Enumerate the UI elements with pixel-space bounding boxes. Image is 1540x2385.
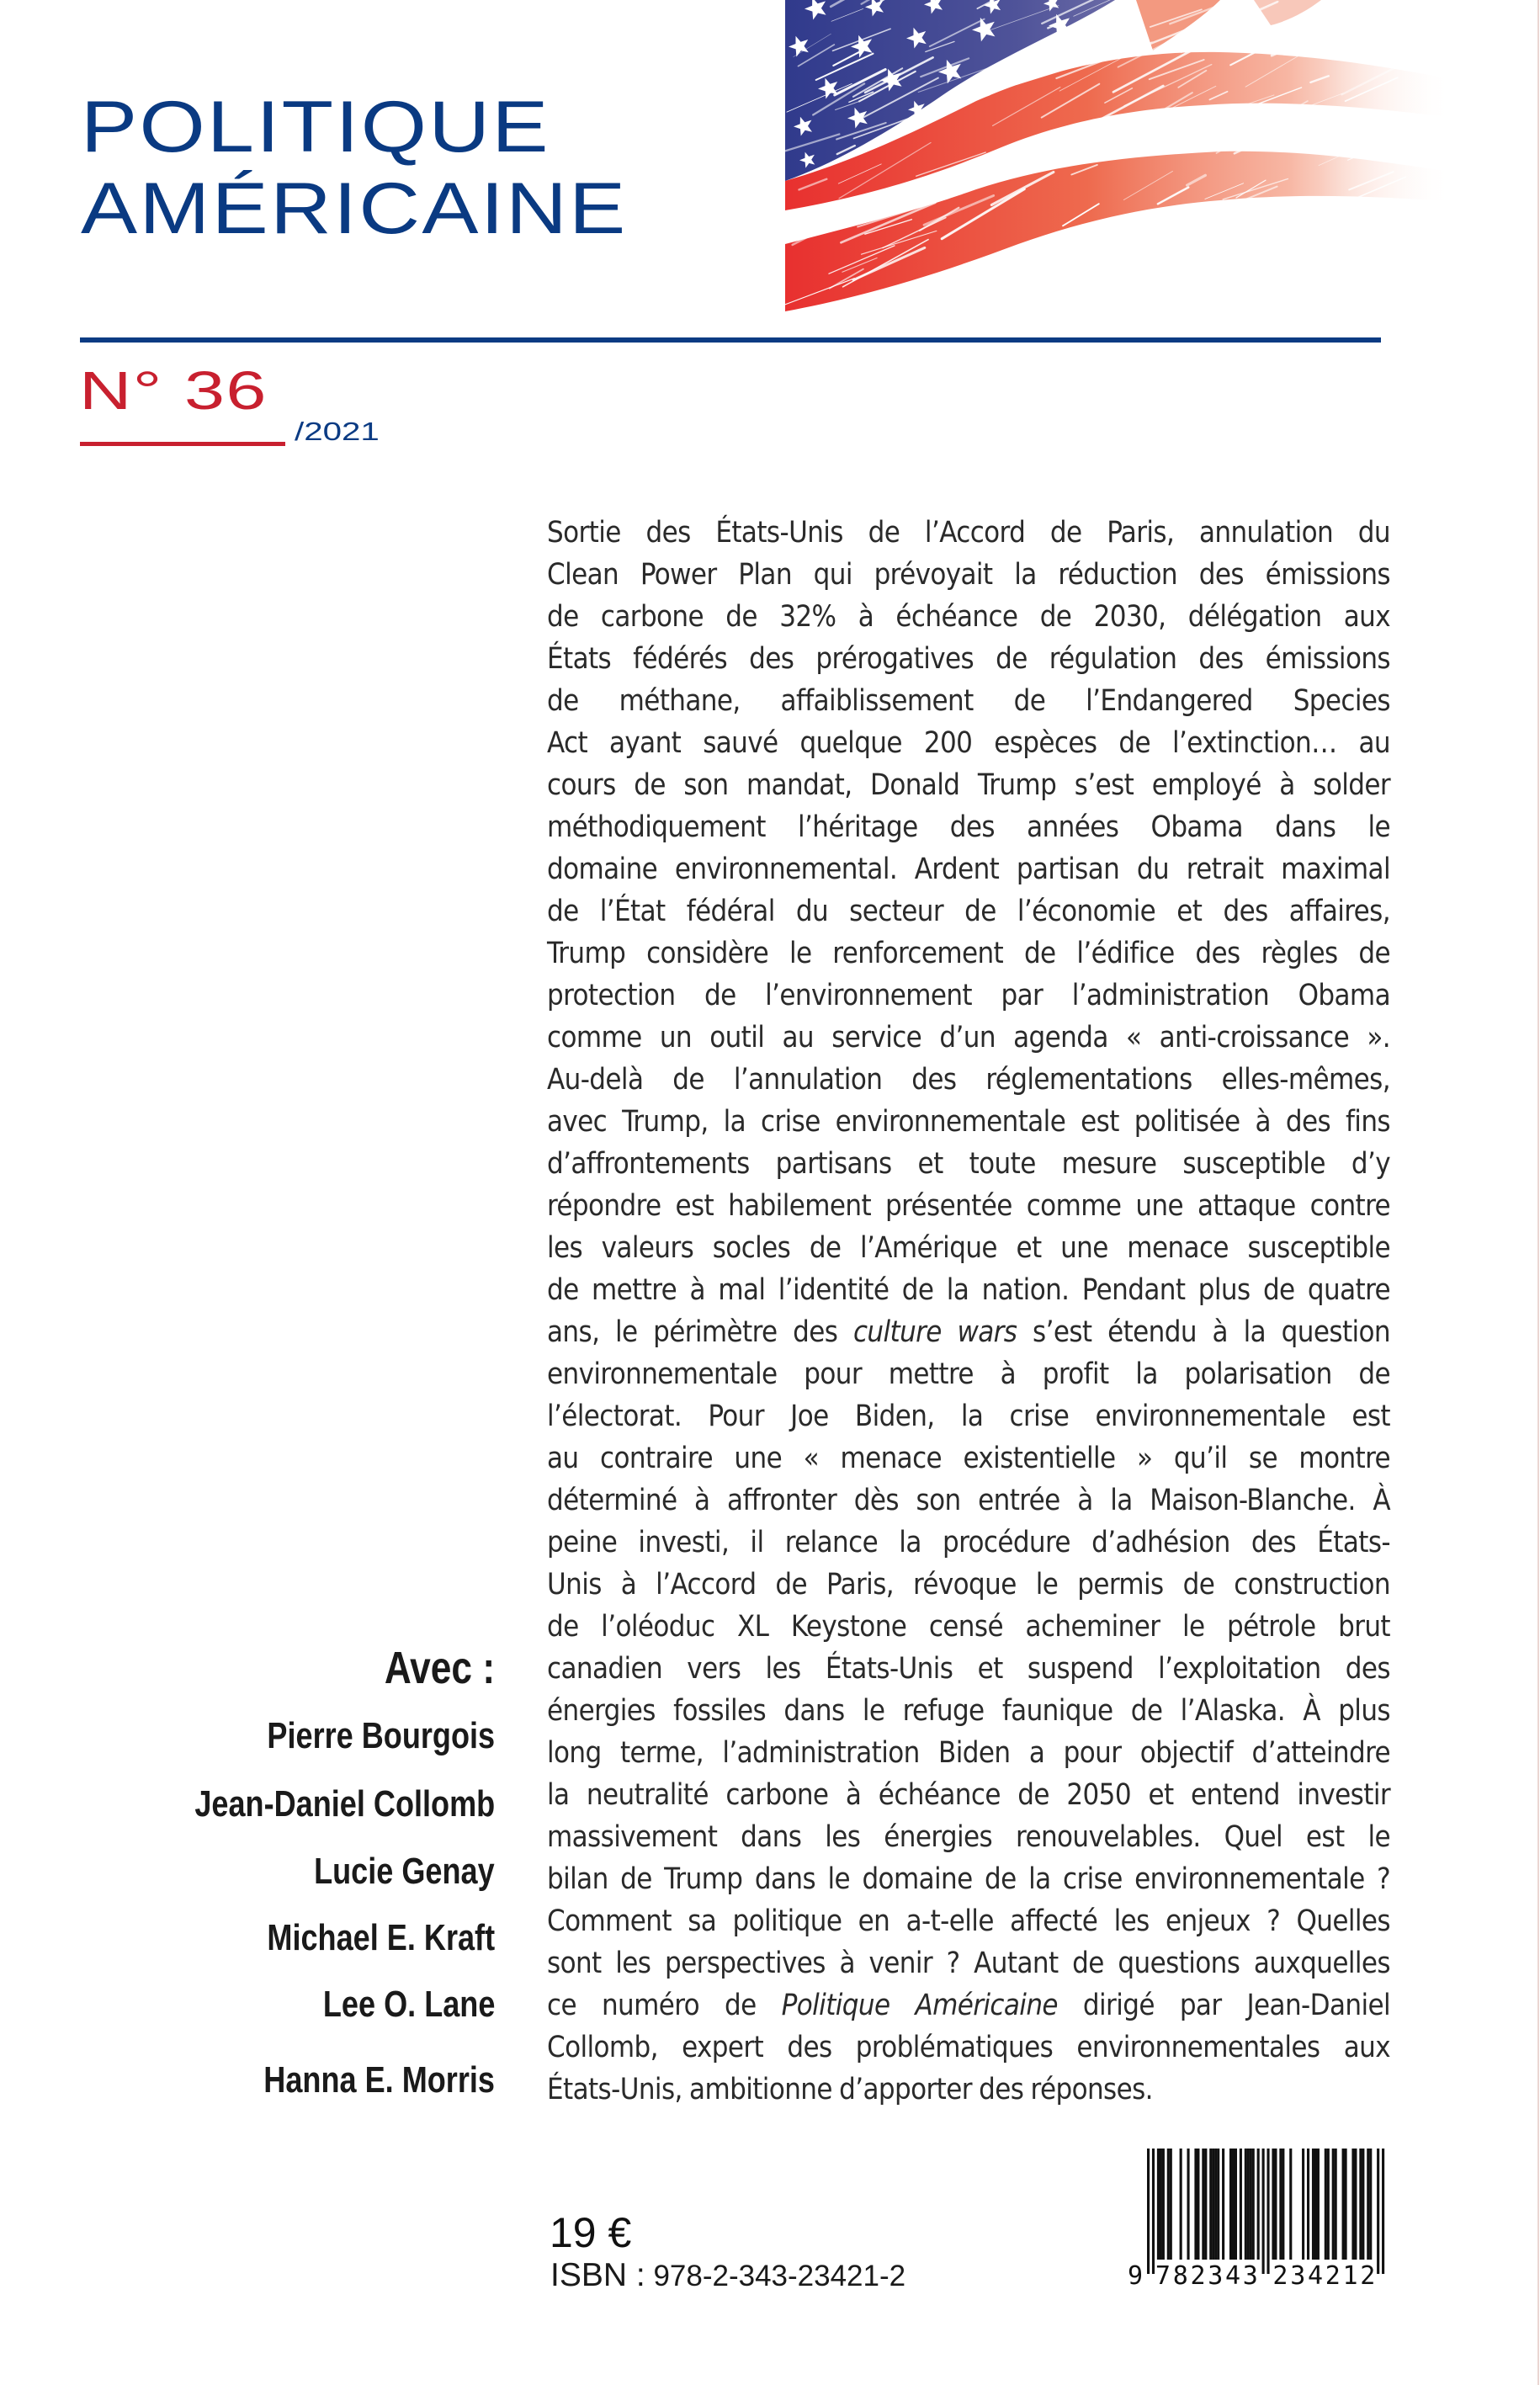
barcode-bar [1262,2149,1265,2274]
barcode-digit: 9 [1128,2261,1144,2291]
barcode-digit: 3 [1290,2261,1306,2291]
blurb-line: de carbone de 32% à échéance de 2030, délégation aux [547,600,1390,634]
barcode-bar [1167,2149,1170,2260]
barcode-bar [1335,2149,1337,2260]
blurb-line: énergies fossiles dans le refuge faunique de l’Alaska. À plus [547,1694,1390,1728]
contributors-heading: Avec : [384,1643,495,1693]
blurb-line: ce numéro de Politique Américaine dirigé par Jean-Daniel [547,1989,1390,2022]
contributor-name: Michael E. Kraft [267,1917,495,1958]
issue-underline [80,442,285,446]
barcode-bar [1197,2149,1199,2260]
american-flag-artwork [783,0,1473,320]
barcode-bar [1362,2149,1364,2260]
barcode-bar [1317,2149,1320,2260]
barcode-bar [1204,2149,1207,2260]
blurb-line: de méthane, affaiblissement de l’Endangered Species [547,684,1390,718]
barcode-bar [1312,2149,1314,2260]
barcode-bar [1245,2149,1247,2260]
blurb-line: de l’État fédéral du secteur de l’économie et des affaires, [547,895,1390,928]
page-edge-line [1537,0,1539,2385]
barcode-digit: 2 [1190,2261,1206,2291]
barcode-digit: 2 [1325,2261,1341,2291]
barcode-bar [1272,2149,1274,2260]
isbn [550,2259,905,2293]
blurb-line: environnementale pour mettre à profit la polarisation de [547,1357,1390,1391]
barcode-bar [1217,2149,1219,2260]
blurb-line: cours de son mandat, Donald Trump s’est employé à solder [547,768,1390,802]
blurb-line: Trump considère le renforcement de l’édifice des règles de [547,937,1390,970]
blurb-line: Unis à l’Accord de Paris, révoque le permis de construction [547,1568,1390,1602]
barcode-bar [1222,2149,1224,2260]
barcode-bar [1274,2149,1277,2260]
barcode-digit: 7 [1155,2261,1171,2291]
blurb-line: la neutralité carbone à échéance de 2050 et entend investir [547,1778,1390,1812]
blurb-line: les valeurs socles de l’Amérique et une menace susceptible [547,1231,1390,1265]
barcode-bar [1194,2149,1197,2260]
barcode-bar [1327,2149,1330,2260]
barcode-bar [1252,2149,1255,2260]
barcode-bar [1257,2149,1260,2260]
back-cover-blurb [547,512,1390,2111]
barcode-bar [1377,2149,1379,2274]
barcode-digit: 4 [1225,2261,1241,2291]
blurb-line: États-Unis, ambitionne d’apporter des réponses. [547,2073,1153,2106]
barcode-bar [1202,2149,1204,2260]
journal-title-line1: POLITIQUE [81,87,550,167]
barcode-digit: 3 [1242,2261,1258,2291]
barcode-bar [1147,2149,1150,2274]
barcode-bar [1214,2149,1217,2260]
barcode-bar [1212,2149,1214,2260]
barcode-digit: 2 [1360,2261,1376,2291]
blurb-line: protection de l’environnement par l’administration Obama [547,979,1390,1012]
isbn-barcode [1124,2144,1394,2292]
barcode-bar [1160,2149,1162,2260]
blurb-line: Act ayant sauvé quelque 200 espèces de l’extinction… au [547,726,1390,760]
barcode-bar [1247,2149,1250,2260]
barcode-bar [1314,2149,1317,2260]
blurb-line: répondre est habilement présentée comme une attaque contre [547,1189,1390,1223]
contributor-name: Lucie Genay [314,1851,495,1892]
blurb-line: canadien vers les États-Unis et suspend l’exploitation des [547,1652,1390,1686]
blurb-line: l’électorat. Pour Joe Biden, la crise environnementale est [547,1400,1390,1433]
barcode-digit: 2 [1272,2261,1288,2291]
blurb-line: Collomb, expert des problématiques environnementales aux [547,2031,1390,2064]
issue-number: N° 36 [79,360,268,421]
blurb-line: sont les perspectives à venir ? Autant de questions auxquelles [547,1947,1390,1980]
issue-year: /2021 [295,417,380,446]
blurb-italic: Politique Américaine [781,1989,1058,2022]
isbn-number: 978-2-343-23421-2 [653,2260,906,2292]
contributor-name: Lee O. Lane [322,1984,495,2025]
blurb-line: long terme, l’administration Biden a pour objectif d’atteindre [547,1736,1390,1770]
blurb-line: déterminé à affronter dès son entrée à la Maison-Blanche. À [547,1484,1390,1517]
barcode-bar [1345,2149,1347,2260]
barcode-bar [1279,2149,1282,2260]
barcode-bar [1367,2149,1369,2260]
contributor-name: Hanna E. Morris [263,2059,495,2101]
barcode-bar [1282,2149,1284,2260]
barcode-bar [1302,2149,1304,2260]
barcode-bar [1382,2149,1384,2274]
isbn-label: ISBN : [550,2257,645,2293]
blurb-line: Comment sa politique en a-t-elle affecté les enjeux ? Quelles [547,1904,1390,1938]
barcode-bar [1325,2149,1327,2260]
barcode-bar [1250,2149,1252,2260]
blurb-line: avec Trump, la crise environnementale est politisée à des fins [547,1105,1390,1139]
barcode-bar [1187,2149,1189,2260]
barcode-bar [1209,2149,1212,2260]
barcode-bar [1354,2149,1357,2260]
barcode-digit: 8 [1172,2261,1188,2291]
blurb-line: Sortie des États-Unis de l’Accord de Paris, annulation du [547,516,1390,550]
blurb-line: États fédérés des prérogatives de régulation des émissions [547,642,1390,676]
barcode-bar [1332,2149,1335,2260]
barcode-bar [1359,2149,1362,2260]
barcode-bar [1152,2149,1155,2274]
barcode-bar [1162,2149,1165,2260]
blurb-line: de mettre à mal l’identité de la nation. Pendant plus de quatre [547,1273,1390,1307]
blurb-italic: culture wars [852,1315,1017,1349]
barcode-bar [1267,2149,1269,2274]
title-divider [80,337,1381,343]
barcode-digit: 4 [1308,2261,1324,2291]
blurb-line: méthodiquement l’héritage des années Obama dans le [547,810,1390,844]
barcode-bar [1240,2149,1242,2260]
blurb-line: domaine environnemental. Ardent partisan du retrait maximal [547,853,1390,886]
barcode-bar [1342,2149,1345,2260]
journal-title-line2: AMÉRICAINE [81,168,628,249]
blurb-line: au contraire une « menace existentielle » qu’il se montre [547,1442,1390,1475]
barcode-bar [1307,2149,1309,2260]
contributor-name: Pierre Bourgois [267,1715,495,1756]
barcode-digit: 1 [1342,2261,1358,2291]
barcode-bar [1170,2149,1172,2260]
blurb-line: de l’oléoduc XL Keystone censé acheminer le pétrole brut [547,1610,1390,1644]
barcode-digit: 3 [1208,2261,1224,2291]
blurb-line: peine investi, il relance la procédure d’adhésion des États- [547,1526,1390,1559]
blurb-line: comme un outil au service d’un agenda « anti-croissance ». [547,1021,1390,1054]
blurb-line: massivement dans les énergies renouvelables. Quel est le [547,1820,1390,1854]
price: 19 € [550,2209,632,2256]
barcode-bar [1289,2149,1292,2260]
blurb-line: ans, le périmètre des culture wars s’est étendu à la question [547,1315,1390,1349]
barcode-bar [1232,2149,1235,2260]
barcode-bar [1369,2149,1372,2260]
barcode-bar [1229,2149,1232,2260]
blurb-line: Au-delà de l’annulation des réglementations elles-mêmes, [547,1063,1390,1097]
blurb-line: Clean Power Plan qui prévoyait la réduction des émissions [547,558,1390,592]
blurb-line: d’affrontements partisans et toute mesure susceptible d’y [547,1147,1390,1181]
barcode-bar [1351,2149,1354,2260]
barcode-bar [1157,2149,1160,2260]
contributor-name: Jean-Daniel Collomb [194,1783,495,1825]
barcode-bar [1235,2149,1237,2260]
barcode-bar [1180,2149,1182,2260]
blurb-line: bilan de Trump dans le domaine de la crise environnementale ? [547,1862,1390,1896]
